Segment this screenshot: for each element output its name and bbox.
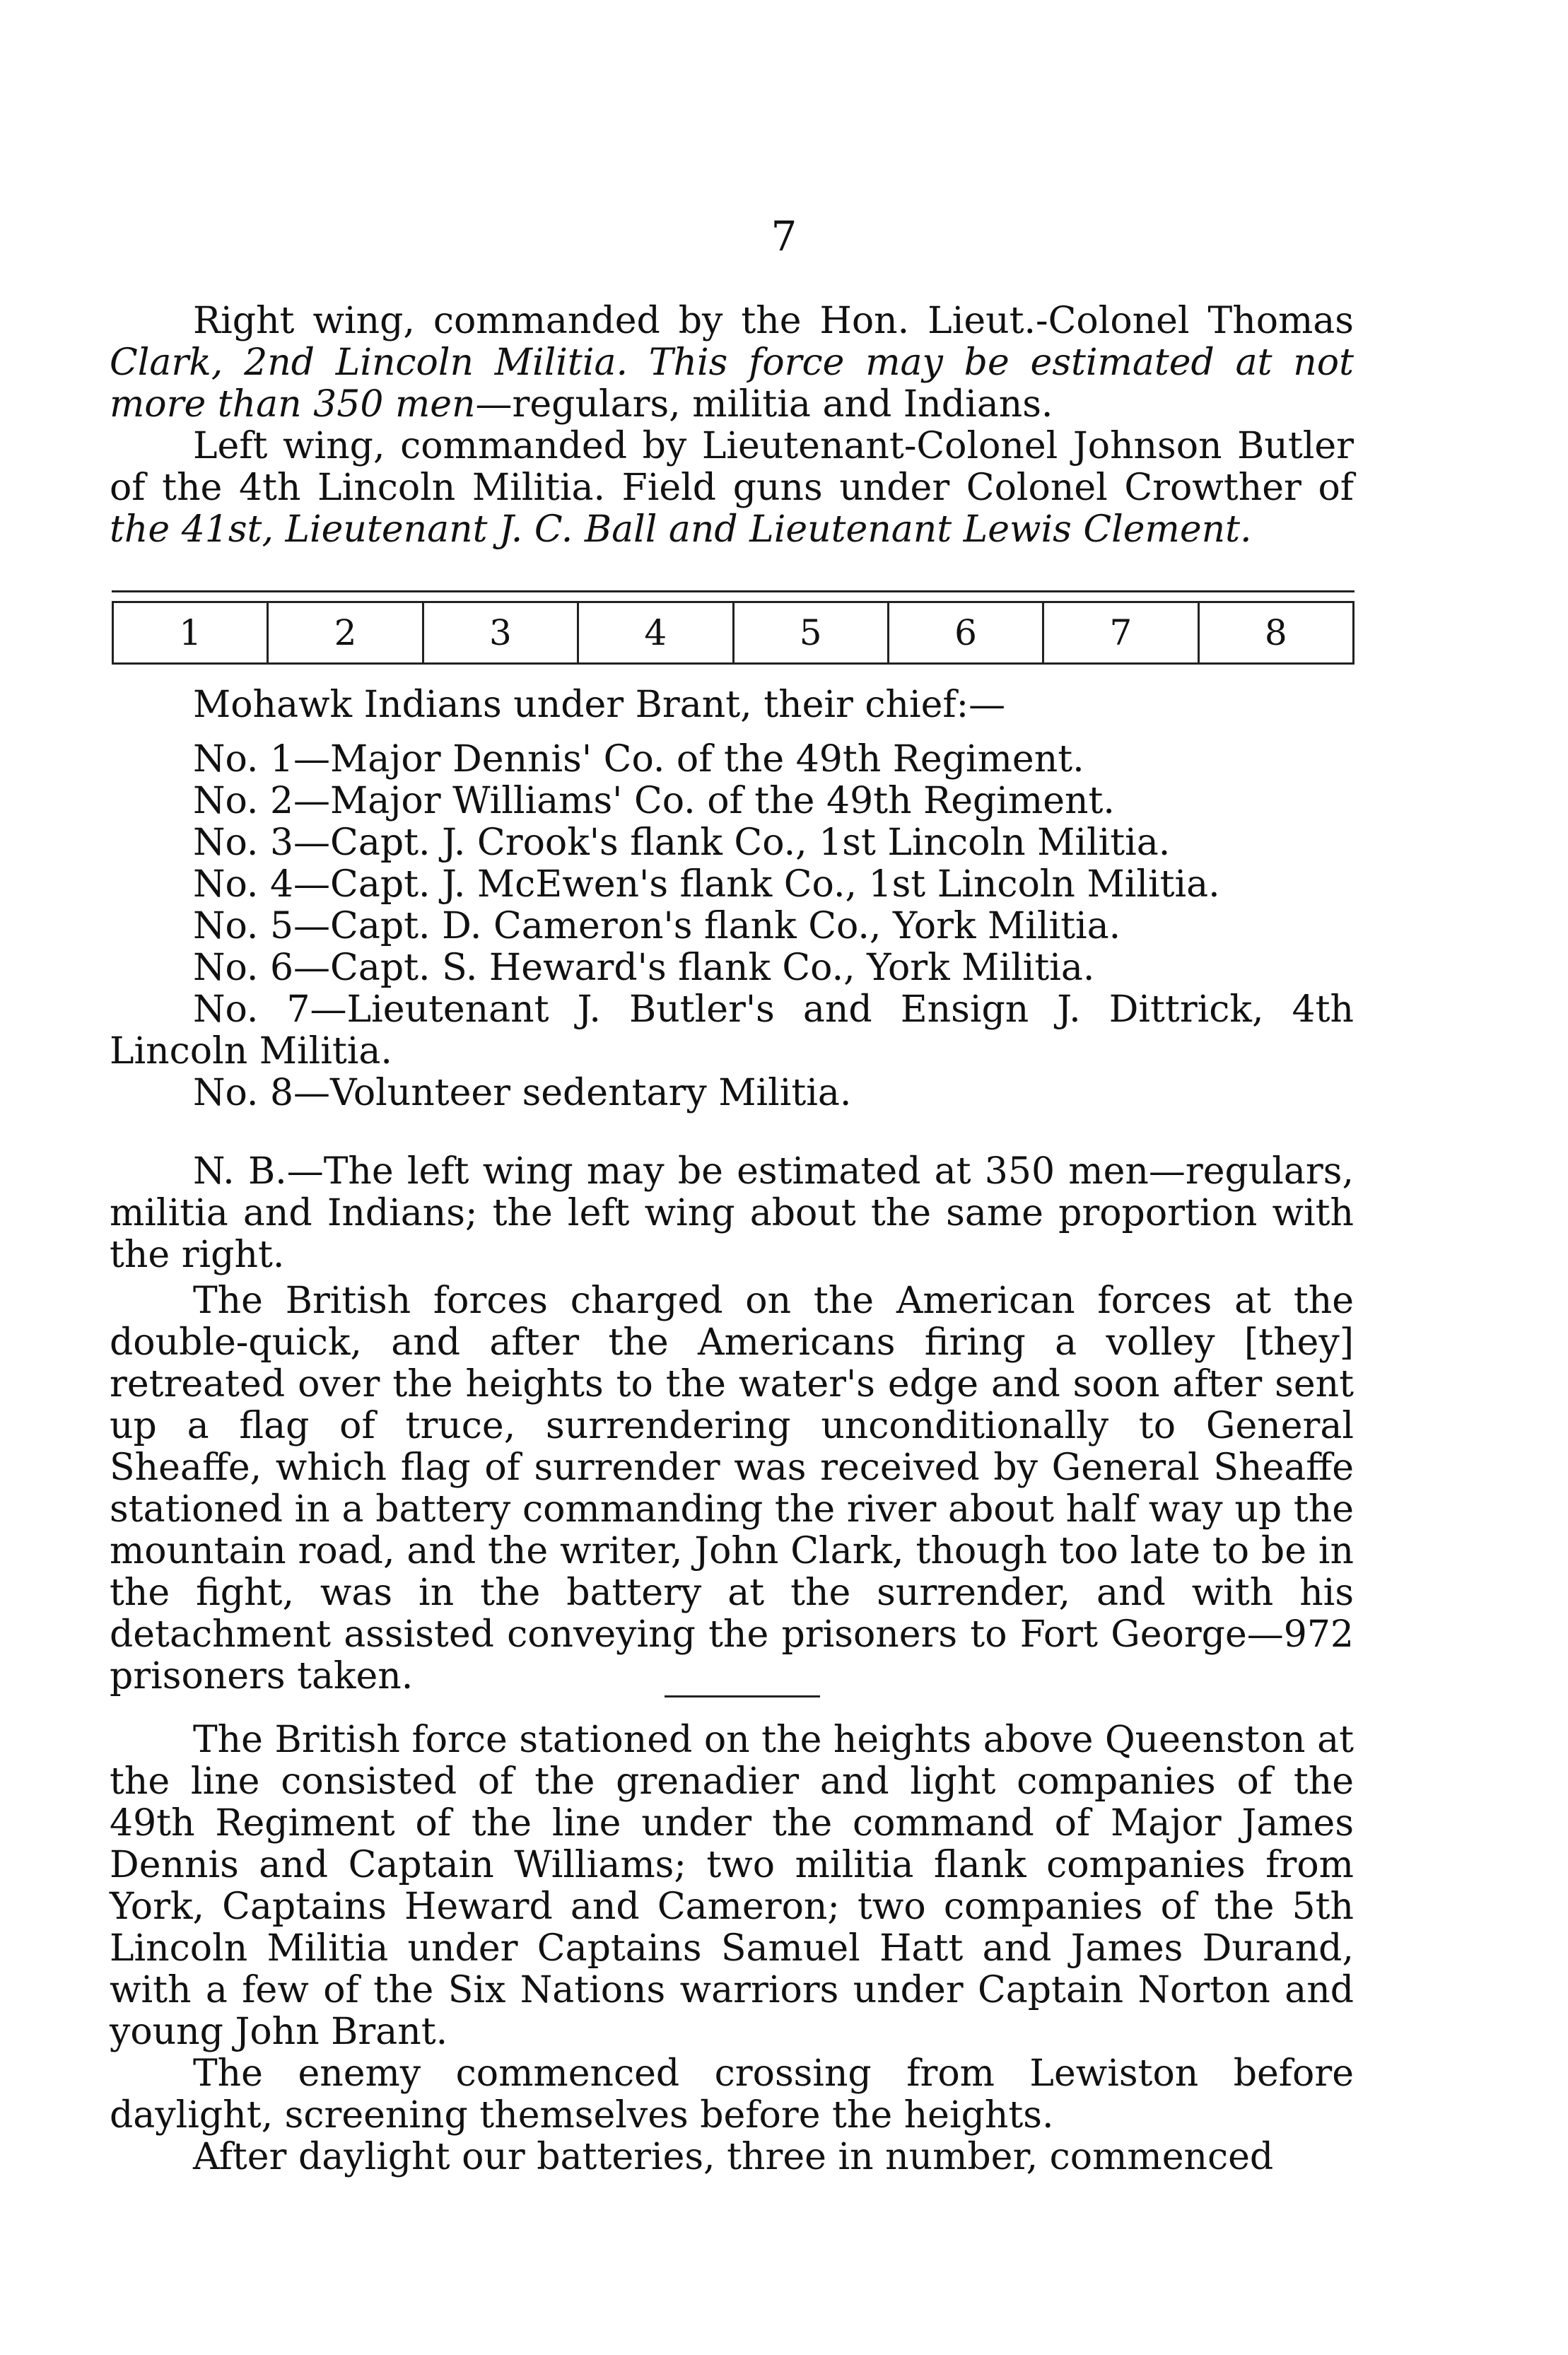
table-cell: 6 [887,603,1042,662]
roster-section [110,684,1354,1114]
page-number: 7 [771,212,797,260]
table-cell: 4 [577,603,732,662]
table-cell: 7 [1042,603,1197,662]
body-section [110,1151,1354,1697]
table-cell: 2 [267,603,421,662]
company-number-table [112,601,1355,665]
roster-item: No. 1—Major Dennis' Co. of the 49th Regiment. [193,738,1084,781]
roster-item: No. 6—Capt. S. Heward's flank Co., York Militia. [193,947,1095,989]
roster-item: No. 2—Major Williams' Co. of the 49th Regiment. [193,780,1115,822]
section-two [110,1719,1354,2178]
left-wing-paragraph: Left wing, commanded by Lieutenant-Colonel Johnson Butler of the 4th Lincoln Militia. Field guns under Colonel Crowther of the 41st, Lieutenant J. C. Ball and Lieutenant Lewis Clement. [110,425,1354,551]
table-cell: 8 [1198,603,1355,662]
roster-item: No. 8—Volunteer sedentary Militia. [193,1072,852,1114]
table-cell: 3 [422,603,577,662]
table-cell: 5 [732,603,887,662]
enemy-crossing-paragraph: The enemy commenced crossing from Lewiston before daylight, screening themselves before the heights. [110,2052,1354,2137]
roster-item: No. 4—Capt. J. McEwen's flank Co., 1st Lincoln Militia. [193,863,1220,906]
right-wing-paragraph: Right wing, commanded by the Hon. Lieut.-Colonel Thomas Clark, 2nd Lincoln Militia. This force may be estimated at not more than 350 men—regulars, militia and Indians. [110,300,1354,426]
narrative-paragraph: The British forces charged on the American forces at the double-quick, and after the Americans firing a volley [they] retreated over the heights to the water's edge and soon after sent up a flag of truce, surrendering unconditionally to General Sheaffe, which flag of surrender was received by General Sheaffe stationed in a battery commanding the river about half way up the mountain road, and the writer, John Clark, though too late to be in the fight, was in the battery at the surrender, and with his detachment assisted conveying the prisoners to Fort George—972 prisoners taken. [110,1280,1354,1697]
section-divider [665,1695,820,1697]
table-top-rule [112,590,1355,592]
roster-item: No. 3—Capt. J. Crook's flank Co., 1st Lincoln Militia. [193,822,1171,864]
batteries-paragraph: After daylight our batteries, three in number, commenced [193,2136,1274,2178]
table-cell: 1 [112,603,267,662]
roster-item: No. 7—Lieutenant J. Butler's and Ensign J. Dittrick, 4th Lincoln Militia. [110,988,1354,1073]
note-paragraph: N. B.—The left wing may be estimated at 350 men—regulars, militia and Indians; the left wing about the same proportion with the right. [110,1150,1354,1276]
british-force-paragraph: The British force stationed on the heights above Queenston at the line consisted of the grenadier and light companies of the 49th Regiment of the line under the command of Major James Dennis and Captain Williams; two militia flank companies from York, Captains Heward and Cameron; two companies of the 5th Lincoln Militia under Captains Samuel Hatt and James Durand, with a few of the Six Nations warriors under Captain Norton and young John Brant. [110,1719,1354,2053]
intro-section [110,300,1354,551]
roster-item: No. 5—Capt. D. Cameron's flank Co., York Militia. [193,905,1121,947]
roster-heading: Mohawk Indians under Brant, their chief:— [193,684,1006,726]
